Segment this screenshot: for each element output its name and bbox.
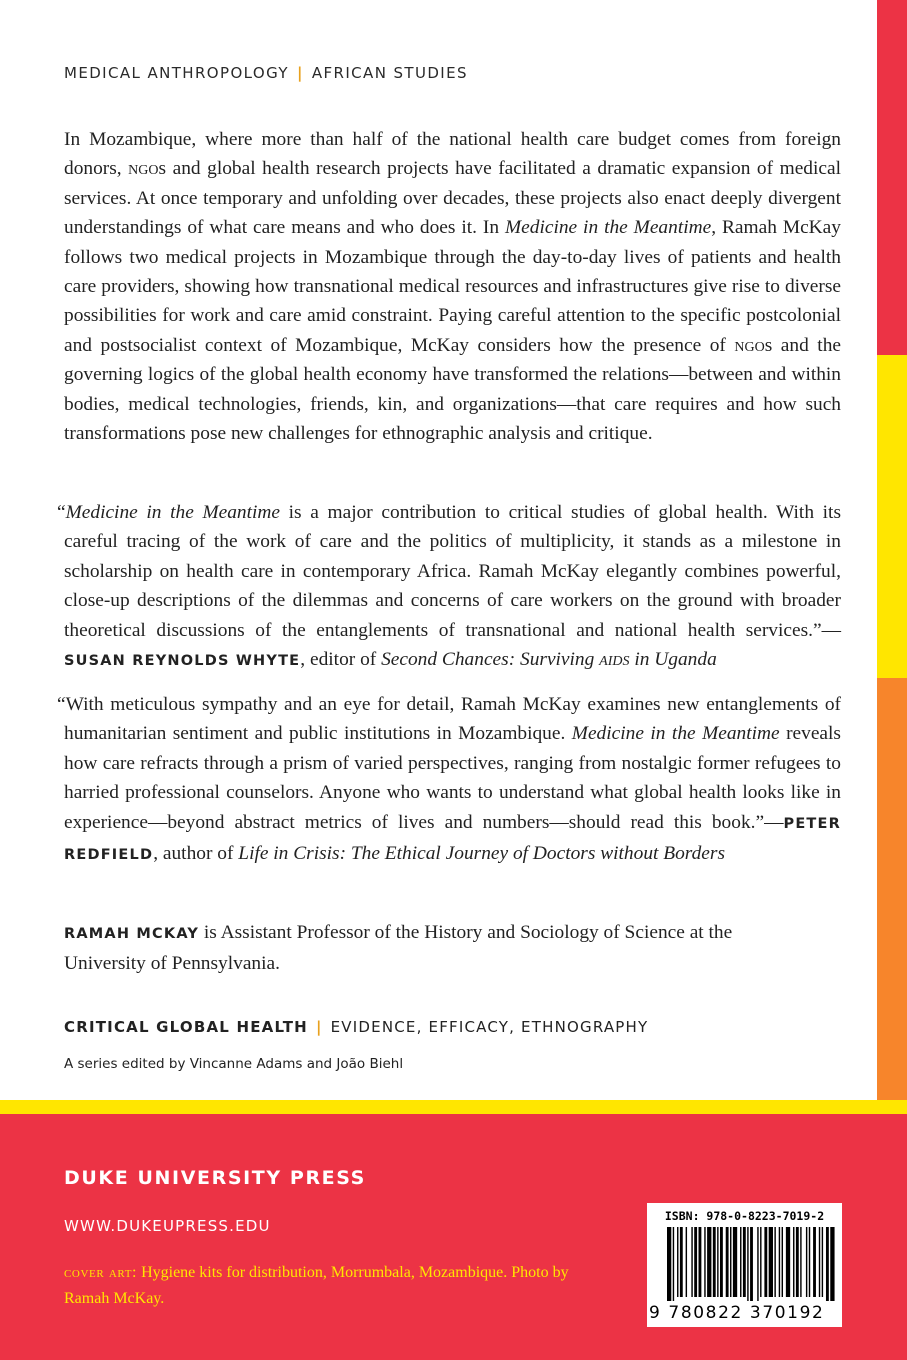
barcode-bar (713, 1227, 716, 1297)
barcode-bar (707, 1227, 711, 1297)
barcode-bar (726, 1227, 729, 1297)
isbn-barcode (647, 1203, 842, 1327)
series-name: CRITICAL GLOBAL HEALTH (64, 1018, 308, 1036)
barcode-bar (806, 1227, 807, 1297)
category-medical-anthropology: MEDICAL ANTHROPOLOGY (64, 64, 289, 82)
barcode-bar (786, 1227, 790, 1297)
barcode-bar (699, 1227, 702, 1297)
barcode-bar (757, 1227, 758, 1301)
barcode-bar (743, 1227, 746, 1297)
barcode-bar (730, 1227, 731, 1297)
endorser-name: SUSAN REYNOLDS WHYTE (64, 653, 301, 670)
book-description: In Mozambique, where more than half of the national health care budget comes from foreign donors, ngos and global health research projects have facilitated a dramatic expansion of medical services. At once temporary and unfolding over decades, these projects also enact deeply divergent understandings of what care means and who does it. In Medicine in the Meantime, Ramah McKay follows two medical projects in Mozambique through the day-to-day lives of patients and health care providers, showing how transnational medical resources and infrastructures give rise to diverse possibilities for work and care amid constraint. Paying careful attention to the specific postcolonial and postsocialist context of Mozambique, McKay considers how the presence of ngos and the governing logics of the global health economy have transformed the relations—between and within bodies, medical technologies, friends, kin, and organizations—that care requires and how such transformations pose new challenges for ethnographic analysis and critique. (64, 129, 841, 445)
barcode-bar (782, 1227, 783, 1297)
barcode-bar (740, 1227, 741, 1297)
cover-art-credit: cover art: Hygiene kits for distribution, Morrumbala, Mozambique. Photo by Ramah McKay. (64, 1264, 569, 1307)
barcode-bar (717, 1227, 718, 1297)
barcode-bar (691, 1227, 692, 1297)
subject-categories (64, 64, 468, 82)
series-editors: A series edited by Vincanne Adams and João Biehl (64, 1056, 404, 1072)
isbn-label: ISBN: 978-0-8223-7019-2 (664, 1209, 825, 1223)
footer-band-yellow (0, 1100, 907, 1114)
barcode-bar (694, 1227, 697, 1297)
barcode-bar (673, 1227, 674, 1301)
barcode-bars (647, 1227, 842, 1301)
series-separator: | (315, 1018, 323, 1036)
barcode-bar (720, 1227, 723, 1297)
barcode-bar (764, 1227, 767, 1297)
barcode-bar (800, 1227, 801, 1297)
endorsement-quote-whyte: “Medicine in the Meantime is a major contribution to critical studies of global health. With its careful tracing of the work of care and the politics of multiplicity, it stands as a milestone in scholarship on health care in contemporary Africa. Ramah McKay elegantly combines powerful, close-up descriptions of the dilemmas and concerns of care workers on the ground with broader theoretical discussions of the entanglements of transnational and national health services.”— SUSAN REYNOLDS WHYTE, editor of Second Chances: Surviving aids in Uganda (57, 502, 841, 671)
book-title: Medicine in the Meantime (505, 217, 712, 239)
barcode-bar (747, 1227, 748, 1301)
barcode-bar (830, 1227, 834, 1301)
cover-art-label: cover art: (64, 1264, 138, 1281)
barcode-bar (826, 1227, 829, 1301)
barcode-bar (750, 1227, 753, 1301)
category-separator: | (296, 64, 304, 82)
barcode-bar (819, 1227, 820, 1297)
category-african-studies: AFRICAN STUDIES (311, 64, 468, 82)
barcode-bar (760, 1227, 761, 1297)
barcode-bar (813, 1227, 816, 1297)
endorsement-quote-redfield: “With meticulous sympathy and an eye for detail, Ramah McKay examines new entanglements of humanitarian sentiment and public institutions in Mozambique. Medicine in the Meantime reveals how care refracts through a prism of varied perspectives, ranging from nostalgic former refugees to harried professional counselors. Anyone who wants to understand what global health looks like in experience—beyond abstract metrics of lives and numbers—should read this book.”—PETER REDFIELD, author of Life in Crisis: The Ethical Journey of Doctors without Borders (57, 694, 841, 865)
barcode-bar (704, 1227, 705, 1297)
barcode-bar (793, 1227, 794, 1297)
series-subtitle: EVIDENCE, EFFICACY, ETHNOGRAPHY (330, 1018, 649, 1036)
barcode-bar (733, 1227, 737, 1297)
barcode-bar (667, 1227, 671, 1301)
author-bio: RAMAH MCKAY is Assistant Professor of the History and Sociology of Science at the University of Pennsylvania. (64, 922, 733, 975)
series-title (64, 1018, 648, 1036)
barcode-bar (779, 1227, 780, 1297)
endorser-name: PETER REDFIELD (64, 815, 841, 864)
color-strip-yellow (877, 355, 907, 678)
isbn-digits: 9 780822 370192 (649, 1303, 825, 1323)
barcode-bar (680, 1227, 683, 1297)
color-strip-red (877, 0, 907, 355)
barcode-bar (686, 1227, 687, 1297)
barcode-bar (796, 1227, 799, 1297)
author-name: RAMAH MCKAY (64, 926, 200, 942)
publisher-name: DUKE UNIVERSITY PRESS (64, 1167, 366, 1189)
barcode-bar (822, 1227, 823, 1297)
barcode-bar (774, 1227, 775, 1297)
publisher-website: WWW.DUKEUPRESS.EDU (64, 1217, 271, 1235)
barcode-bar (677, 1227, 678, 1297)
color-strip-orange (877, 678, 907, 1100)
barcode-bar (809, 1227, 810, 1297)
barcode-bar (769, 1227, 773, 1297)
